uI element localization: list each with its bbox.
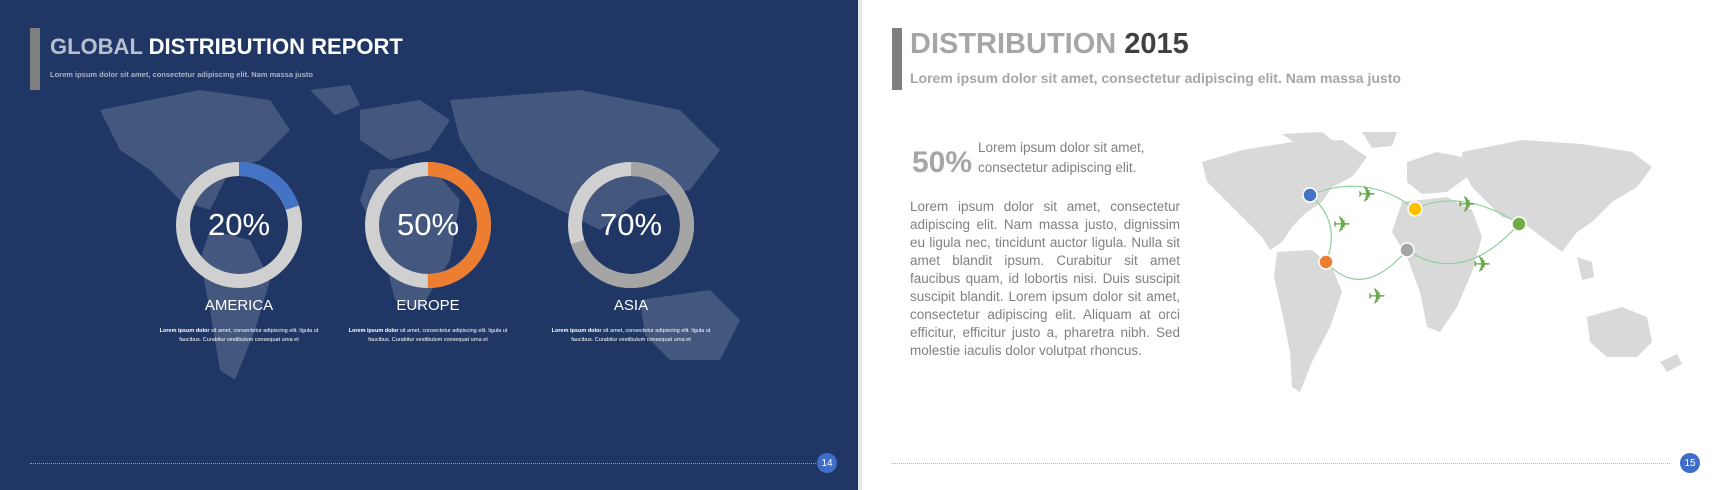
page-title [50,34,403,60]
title-prefix: GLOBAL [50,34,143,59]
marker-europe [1408,202,1422,216]
region-label-europe: EUROPE [396,297,460,314]
region-label-asia: ASIA [613,297,649,314]
continents [1202,132,1682,392]
region-desc-europe [348,327,508,345]
marker-africa [1400,243,1414,257]
footer-divider [30,463,816,464]
desc-line2: faucibus. Curabitur vestibulum consequat urna et [179,337,299,343]
highlight-note: Lorem ipsum dolor sit amet, consectetur adipiscing elit. [978,140,1145,175]
region-desc-asia [551,327,711,345]
region-label-america: AMERICA [204,297,274,314]
marker-north-america [1303,188,1317,202]
marker-asia [1512,217,1526,231]
desc-line1: sit amet, consectetur adipiscing elit. ligula ut [601,328,711,334]
world-map [1182,132,1702,417]
title-prefix: DISTRIBUTION [910,28,1117,60]
desc-bold: Lorem ipsum dolor [551,328,602,334]
plane-icon: ✈ [1367,285,1387,310]
donut-america [174,160,304,290]
percent-label-europe: 50% [396,207,460,242]
footer-divider [892,463,1670,464]
region-desc-america [159,327,319,345]
page-number-badge: 15 [1680,453,1700,473]
page-number-badge: 14 [817,453,837,473]
distribution-map [1182,132,1702,417]
title-accent-bar [892,28,902,90]
plane-icon: ✈ [1357,183,1377,208]
desc-bold: Lorem ipsum dolor [348,328,399,334]
page-title [910,28,1189,61]
page-subtitle: Lorem ipsum dolor sit amet, consectetur adipiscing elit. Nam massa justo [50,70,313,79]
plane-icon: ✈ [1332,213,1352,238]
title-accent-bar [30,28,40,90]
marker-south-america [1319,255,1333,269]
desc-line2: faucibus. Curabitur vestibulum consequat urna et [571,337,691,343]
desc-line1: sit amet, consectetur adipiscing elit. ligula ut [209,328,319,334]
desc-line2: faucibus. Curabitur vestibulum consequat urna et [368,337,488,343]
donut-europe [363,160,493,290]
desc-bold: Lorem ipsum dolor [159,328,210,334]
page-subtitle: Lorem ipsum dolor sit amet, consectetur adipiscing elit. Nam massa justo [910,70,1401,86]
body-paragraph: Lorem ipsum dolor sit amet, consectetur adipiscing elit. Nam massa justo, dignissim eu ligula nec, tincidunt auctor ligula. Nulla sit amet blandit ipsum. Curabitur sit amet faucibus quam, id lobortis nisi. Duis suscipit suscipit blandit. Lorem ipsum dolor sit amet, consectetur adipiscing elit. Aliquam at orci efficitur, efficitur justo a, pharetra nibh. Sed molestie iaculis dolor volutpat rhoncus. [910,199,1180,358]
plane-icon: ✈ [1457,193,1477,218]
donut-asia [566,160,696,290]
percent-label-asia: 70% [599,207,663,242]
slide-14 [0,0,858,490]
title-year: 2015 [1124,28,1189,60]
slide-15 [862,0,1720,490]
highlight-percent: 50% [912,146,973,179]
desc-line1: sit amet, consectetur adipiscing elit. ligula ut [398,328,508,334]
percent-label-america: 20% [207,207,271,242]
plane-icon: ✈ [1472,253,1492,278]
title-main: DISTRIBUTION REPORT [148,34,403,59]
